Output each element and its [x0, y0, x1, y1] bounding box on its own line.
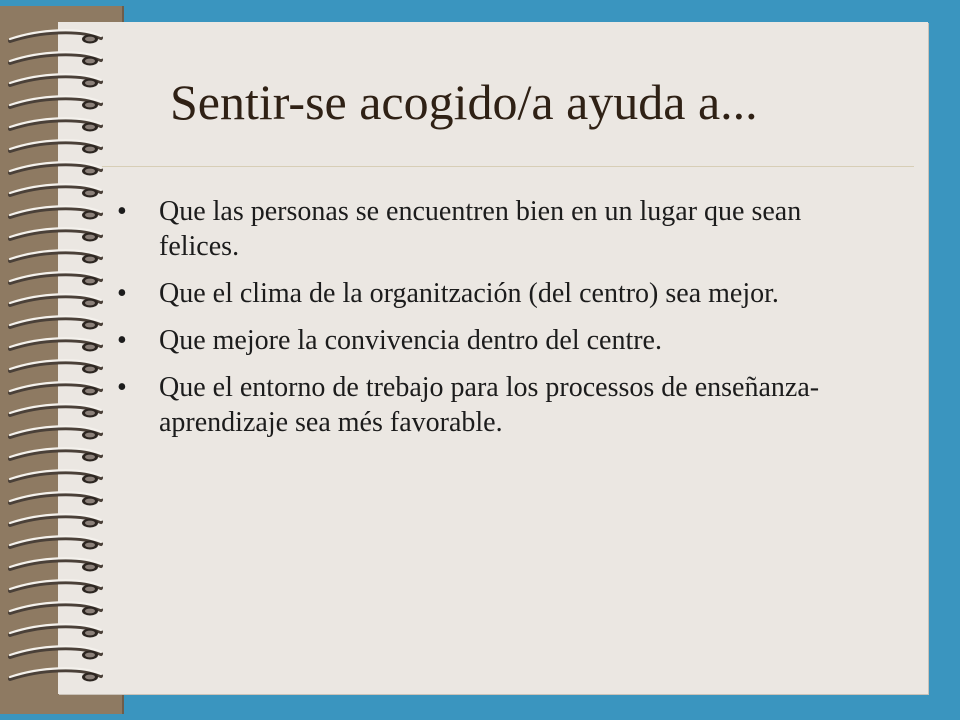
spiral-ring — [10, 52, 101, 65]
spiral-ring — [10, 668, 101, 681]
bullet-marker: • — [117, 325, 127, 356]
spiral-ring — [10, 30, 101, 43]
bullet-list — [114, 194, 884, 452]
bullet-marker: • — [117, 372, 127, 403]
spiral-ring — [10, 96, 101, 109]
spiral-ring — [10, 162, 101, 175]
spiral-ring — [10, 646, 101, 659]
spiral-ring — [10, 74, 101, 87]
spiral-ring — [10, 272, 101, 285]
spiral-ring — [10, 184, 101, 197]
slide-title: Sentir-se acogido/a ayuda a... — [170, 74, 758, 130]
spiral-ring — [10, 536, 101, 549]
spiral-ring — [10, 206, 101, 219]
spiral-ring — [10, 448, 101, 461]
spiral-ring — [10, 360, 101, 373]
spiral-ring — [10, 140, 101, 153]
title-divider — [102, 166, 914, 167]
bullet-text: Que el clima de la organitzación (del centro) sea mejor. — [159, 278, 779, 309]
bullet-item — [114, 323, 884, 358]
spiral-ring — [10, 426, 101, 439]
spiral-ring — [10, 316, 101, 329]
spiral-ring — [10, 382, 101, 395]
bullet-text: Que mejore la convivencia dentro del centre. — [159, 325, 662, 356]
bullet-text: Que las personas se encuentren bien en un lugar que sean felices. — [159, 196, 802, 262]
spiral-ring — [10, 514, 101, 527]
spiral-ring — [10, 250, 101, 263]
spiral-binding-icon — [0, 0, 130, 720]
spiral-ring — [10, 470, 101, 483]
bullet-item — [114, 276, 884, 311]
bullet-text: Que el entorno de trebajo para los processos de enseñanza-aprendizaje sea més favorable. — [159, 372, 820, 438]
spiral-ring — [10, 294, 101, 307]
spiral-ring — [10, 338, 101, 351]
spiral-ring — [10, 492, 101, 505]
spiral-ring — [10, 118, 101, 131]
bullet-item — [114, 370, 884, 440]
spiral-ring — [10, 404, 101, 417]
spiral-ring — [10, 624, 101, 637]
spiral-ring — [10, 558, 101, 571]
spiral-ring — [10, 228, 101, 241]
bullet-marker: • — [117, 196, 127, 227]
bullet-item — [114, 194, 884, 264]
bullet-marker: • — [117, 278, 127, 309]
spiral-ring — [10, 602, 101, 615]
spiral-ring — [10, 580, 101, 593]
